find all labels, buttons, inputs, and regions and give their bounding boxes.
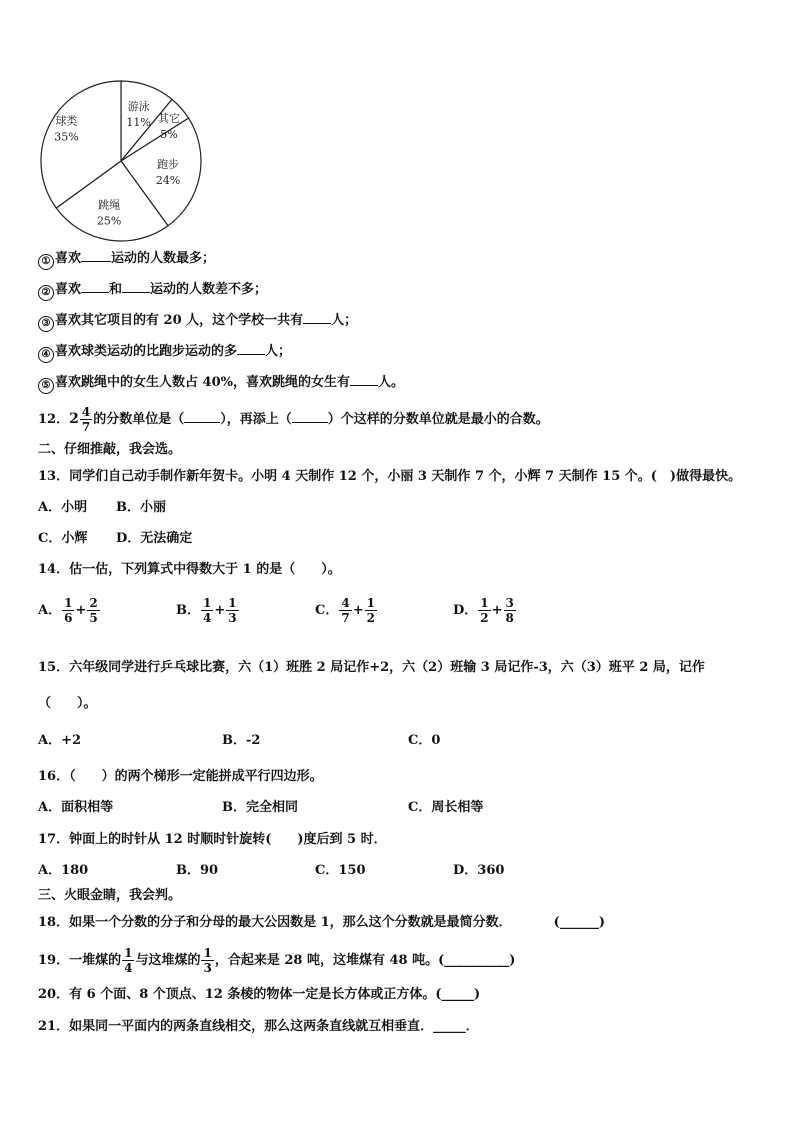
q17-option-a[interactable]: A．180 bbox=[38, 863, 89, 878]
question-18 bbox=[38, 913, 605, 933]
q17-option-c[interactable]: C．150 bbox=[315, 863, 366, 878]
section-2-heading: 二、仔细推敲，我会选。 bbox=[38, 442, 182, 457]
denominator: 7 bbox=[341, 611, 350, 625]
pie-slice-label: 跳绳 bbox=[98, 198, 121, 212]
q11-1-text-end: 运动的人数最多； bbox=[111, 251, 216, 266]
numerator: 1 bbox=[228, 596, 237, 610]
q19-text-mid: 与这堆煤的 bbox=[135, 953, 201, 968]
circled-number: ④ bbox=[38, 347, 54, 363]
mixed-whole: 2 bbox=[69, 411, 79, 427]
q15-option-a[interactable]: A．+2 bbox=[38, 733, 82, 748]
question-14: 14．估一估，下列算式中得数大于 1 的是（ ）。 bbox=[38, 562, 341, 577]
fraction bbox=[80, 405, 92, 434]
question-20: 20．有 6 个面、8 个顶点、12 条棱的物体一定是长方体或正方体。(_____) bbox=[38, 987, 481, 1002]
q16-option-b[interactable]: B．完全相同 bbox=[222, 800, 298, 815]
pie-slice-percent: 5% bbox=[160, 127, 178, 141]
q11-5-text: 喜欢跳绳中的女生人数占 40%，喜欢跳绳的女生有 bbox=[55, 375, 350, 390]
numerator: 1 bbox=[480, 596, 489, 610]
q14-option-d[interactable] bbox=[453, 596, 517, 625]
question-15: 15．六年级同学进行乒乓球比赛，六（1）班胜 2 局记作+2，六（2）班输 3 局记作-3，六（3）班平 2 局，记作 bbox=[38, 660, 705, 675]
q19-text-end: ，合起来是 28 吨，这堆煤有 48 吨。(__________) bbox=[214, 953, 516, 968]
option-label: B． bbox=[176, 603, 200, 618]
denominator: 4 bbox=[124, 961, 133, 975]
numerator: 1 bbox=[64, 596, 73, 610]
pie-slice-percent: 24% bbox=[155, 173, 181, 187]
q11-item-2 bbox=[38, 279, 267, 301]
option-label: A． bbox=[38, 603, 62, 618]
question-number: 12． bbox=[38, 412, 70, 427]
denominator: 3 bbox=[228, 611, 237, 625]
q18-text: 18．如果一个分数的分子和分母的最大公因数是 1，那么这个分数就是最简分数． bbox=[38, 915, 512, 930]
answer-blank[interactable] bbox=[184, 409, 220, 423]
q11-3-text: 喜欢其它项目的有 20 人，这个学校一共有 bbox=[55, 313, 304, 328]
q19-text: 19．一堆煤的 bbox=[38, 953, 122, 968]
option-label: C． bbox=[315, 603, 339, 618]
q11-item-4 bbox=[38, 341, 291, 363]
q13-option-c[interactable]: C．小辉 bbox=[38, 531, 88, 546]
question-19 bbox=[38, 946, 515, 975]
numerator: 1 bbox=[203, 596, 212, 610]
denominator: 3 bbox=[203, 961, 212, 975]
answer-blank[interactable] bbox=[81, 279, 109, 293]
q11-item-3 bbox=[38, 310, 357, 332]
q11-2-text-end: 运动的人数差不多； bbox=[150, 282, 268, 297]
plus-sign: + bbox=[491, 603, 503, 618]
answer-blank[interactable]: (______) bbox=[553, 915, 605, 930]
pie-slice-label: 跑步 bbox=[157, 157, 180, 171]
numerator: 3 bbox=[505, 596, 514, 610]
q11-1-text: 喜欢 bbox=[55, 251, 82, 266]
circled-number: ① bbox=[38, 254, 54, 270]
section-3-heading: 三、火眼金睛，我会判。 bbox=[38, 888, 182, 903]
q11-3-text-end: 人； bbox=[331, 313, 358, 328]
denominator: 7 bbox=[81, 420, 91, 434]
q16-option-a[interactable]: A．面积相等 bbox=[38, 800, 114, 815]
q11-5-text-end: 人。 bbox=[377, 375, 404, 390]
circled-number: ③ bbox=[38, 316, 54, 332]
answer-blank[interactable] bbox=[292, 409, 328, 423]
denominator: 2 bbox=[480, 611, 489, 625]
question-13: 13．同学们自己动手制作新年贺卡。小明 4 天制作 12 个，小丽 3 天制作 7 个，小辉 7 天制作 15 个。( )做得最快。 bbox=[38, 469, 742, 484]
denominator: 2 bbox=[366, 611, 375, 625]
numerator: 1 bbox=[366, 596, 375, 610]
q13-option-b[interactable]: B．小丽 bbox=[116, 500, 166, 515]
q16-option-c[interactable]: C．周长相等 bbox=[408, 800, 484, 815]
pie-chart bbox=[38, 78, 208, 248]
circled-number: ⑤ bbox=[38, 378, 54, 394]
question-21: 21．如果同一平面内的两条直线相交，那么这两条直线就互相垂直．_____． bbox=[38, 1019, 479, 1034]
numerator: 2 bbox=[89, 596, 98, 610]
pie-slice-percent: 11% bbox=[126, 116, 151, 130]
pie-slice-label: 其它 bbox=[158, 111, 181, 125]
q12-text-mid: ），再添上（ bbox=[220, 412, 292, 427]
q11-item-1 bbox=[38, 248, 215, 270]
question-12 bbox=[38, 405, 549, 434]
answer-blank[interactable] bbox=[81, 248, 111, 262]
answer-blank[interactable] bbox=[350, 372, 378, 386]
q11-2-text-mid: 和 bbox=[109, 282, 123, 297]
q12-text-end: ）个这样的分数单位就是最小的合数。 bbox=[327, 412, 549, 427]
q14-option-c[interactable] bbox=[315, 596, 378, 625]
numerator: 1 bbox=[124, 946, 133, 960]
answer-blank[interactable] bbox=[237, 341, 265, 355]
plus-sign: + bbox=[214, 603, 226, 618]
numerator: 1 bbox=[203, 946, 212, 960]
q11-item-5 bbox=[38, 372, 404, 394]
denominator: 5 bbox=[89, 611, 98, 625]
question-15-cont: （ ）。 bbox=[38, 696, 97, 711]
q11-4-text: 喜欢球类运动的比跑步运动的多 bbox=[55, 344, 238, 359]
question-17: 17．钟面上的时针从 12 时顺时针旋转( )度后到 5 时． bbox=[38, 832, 387, 847]
denominator: 4 bbox=[203, 611, 212, 625]
q15-option-c[interactable]: C．0 bbox=[408, 733, 441, 748]
pie-slice-percent: 25% bbox=[96, 214, 122, 228]
plus-sign: + bbox=[352, 603, 364, 618]
q17-option-d[interactable]: D．360 bbox=[453, 863, 505, 878]
q15-option-b[interactable]: B．-2 bbox=[222, 733, 261, 748]
pie-slice-label: 游泳 bbox=[127, 100, 150, 114]
question-16: 16．（ ）的两个梯形一定能拼成平行四边形。 bbox=[38, 769, 323, 784]
q11-2-text: 喜欢 bbox=[55, 282, 82, 297]
q17-option-b[interactable]: B．90 bbox=[176, 863, 219, 878]
denominator: 6 bbox=[64, 611, 73, 625]
q13-option-d[interactable]: D．无法确定 bbox=[116, 531, 193, 546]
answer-blank[interactable] bbox=[122, 279, 150, 293]
answer-blank[interactable] bbox=[303, 310, 331, 324]
circled-number: ② bbox=[38, 285, 54, 301]
q14-option-b[interactable] bbox=[176, 596, 240, 625]
option-label: D． bbox=[453, 603, 478, 618]
numerator: 4 bbox=[81, 405, 91, 419]
q13-option-a[interactable]: A．小明 bbox=[38, 500, 88, 515]
q12-text: 的分数单位是（ bbox=[93, 412, 185, 427]
plus-sign: + bbox=[75, 603, 87, 618]
pie-slice-percent: 35% bbox=[54, 130, 79, 144]
pie-slice-label: 球类 bbox=[55, 114, 78, 128]
q14-option-a[interactable] bbox=[38, 596, 101, 625]
q11-4-text-end: 人； bbox=[265, 344, 292, 359]
denominator: 8 bbox=[505, 611, 514, 625]
numerator: 4 bbox=[341, 596, 350, 610]
